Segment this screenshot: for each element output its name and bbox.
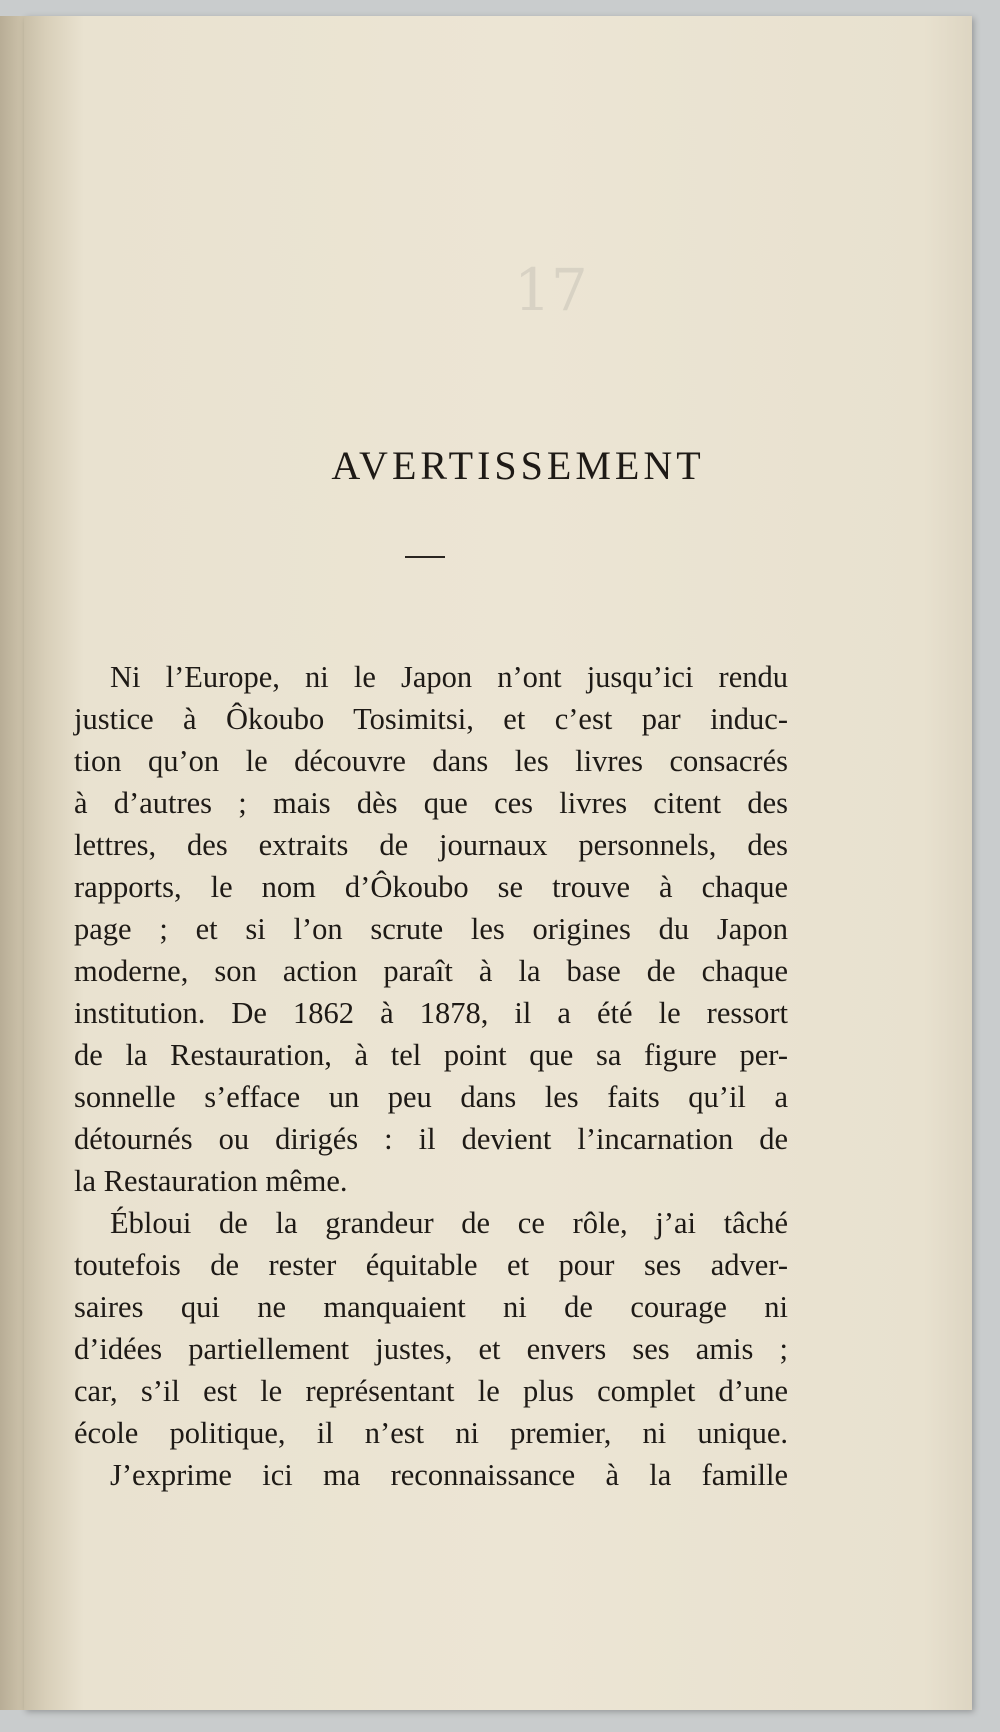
text-line: saires qui ne manquaient ni de courage ni xyxy=(74,1290,788,1324)
page-title: AVERTISSEMENT xyxy=(331,443,705,488)
text-line: car, s’il est le représentant le plus complet d’une xyxy=(74,1374,788,1408)
text-line: rapports, le nom d’Ôkoubo se trouve à chaque xyxy=(74,870,788,904)
text-line: sonnelle s’efface un peu dans les faits qu’il a xyxy=(74,1080,788,1114)
text-line: Ébloui de la grandeur de ce rôle, j’ai tâché xyxy=(110,1206,788,1240)
text-line: moderne, son action paraît à la base de chaque xyxy=(74,954,788,988)
text-line: J’exprime ici ma reconnaissance à la famille xyxy=(110,1458,788,1492)
body-text xyxy=(74,656,788,1496)
text-line: institution. De 1862 à 1878, il a été le ressort xyxy=(74,996,788,1030)
text-line: Ni l’Europe, ni le Japon n’ont jusqu’ici rendu xyxy=(110,660,788,694)
text-line: tion qu’on le découvre dans les livres consacrés xyxy=(74,744,788,778)
title-rule xyxy=(405,556,445,558)
text-line: détournés ou dirigés : il devient l’incarnation de xyxy=(74,1122,788,1156)
text-line: toutefois de rester équitable et pour ses adver- xyxy=(74,1248,788,1282)
text-line: justice à Ôkoubo Tosimitsi, et c’est par induc- xyxy=(74,702,788,736)
text-line: à d’autres ; mais dès que ces livres citent des xyxy=(74,786,788,820)
text-line: d’idées partiellement justes, et envers ses amis ; xyxy=(74,1332,788,1366)
text-line: lettres, des extraits de journaux personnels, des xyxy=(74,828,788,862)
book-page xyxy=(24,16,972,1710)
pencil-page-mark: 17 xyxy=(514,256,588,324)
text-line: la Restauration même. xyxy=(74,1164,348,1198)
text-line: de la Restauration, à tel point que sa figure per- xyxy=(74,1038,788,1072)
page-edge xyxy=(0,16,26,1710)
text-line: page ; et si l’on scrute les origines du Japon xyxy=(74,912,788,946)
text-line: école politique, il n’est ni premier, ni unique. xyxy=(74,1416,788,1450)
